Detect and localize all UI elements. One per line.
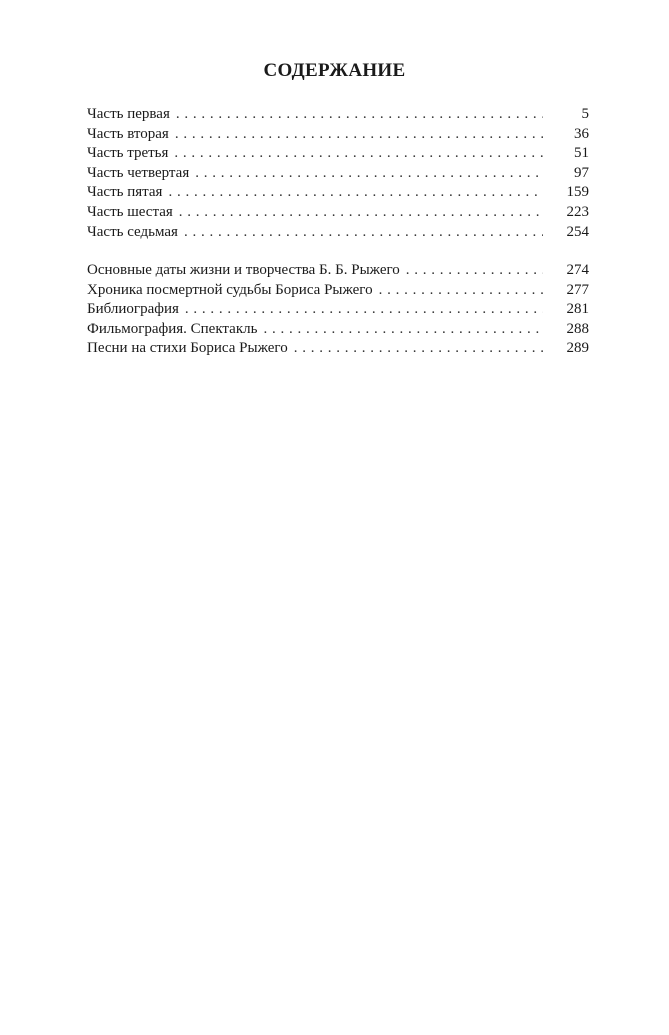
toc-entry[interactable] — [87, 300, 589, 320]
toc-entry-page: 5 — [581, 106, 589, 122]
page-title: СОДЕРЖАНИЕ — [263, 60, 406, 81]
toc-entry-label: Часть первая — [87, 106, 170, 122]
toc-entry[interactable] — [87, 164, 589, 184]
toc-entry-page: 289 — [566, 340, 589, 357]
toc-entry[interactable] — [87, 105, 589, 125]
toc-entry[interactable] — [87, 281, 589, 301]
toc-entry-page: 223 — [566, 203, 589, 220]
toc-leader-dots — [406, 261, 543, 281]
toc-entry[interactable] — [87, 261, 589, 281]
toc-leader-dots — [174, 144, 543, 164]
toc-leader-dots — [294, 339, 543, 359]
toc-entry-page: 274 — [566, 262, 589, 278]
toc-entry-page: 36 — [574, 125, 589, 142]
toc-entry[interactable] — [87, 320, 589, 340]
toc-entry-label: Фильмография. Спектакль — [87, 320, 258, 337]
toc-leader-dots — [263, 320, 543, 340]
toc-entry-page: 254 — [566, 223, 589, 240]
toc-entry[interactable] — [87, 183, 589, 203]
toc-entry[interactable] — [87, 125, 589, 145]
toc-entry-label: Часть третья — [87, 145, 169, 162]
toc-entry-page: 159 — [566, 184, 589, 201]
toc-entry-page: 281 — [566, 301, 589, 318]
toc-appendix-list — [87, 261, 589, 359]
toc-entry-label: Часть седьмая — [87, 223, 178, 240]
toc-entry-label: Хроника посмертной судьбы Бориса Рыжего — [87, 281, 373, 298]
toc-leader-dots — [195, 164, 543, 184]
toc-entry-page: 288 — [566, 320, 589, 337]
toc-leader-dots — [168, 183, 543, 203]
toc-entry-label: Часть шестая — [87, 203, 173, 220]
toc-entry-page: 97 — [574, 164, 589, 181]
toc-leader-dots — [185, 300, 543, 320]
toc-entry-label: Библиография — [87, 301, 179, 318]
toc-entry[interactable] — [87, 339, 589, 359]
toc-leader-dots — [176, 105, 543, 125]
toc-entry-page: 51 — [574, 145, 589, 162]
toc-leader-dots — [175, 125, 543, 145]
toc-entry-label: Часть пятая — [87, 184, 163, 201]
toc-entry[interactable] — [87, 223, 589, 243]
toc-entry[interactable] — [87, 144, 589, 164]
toc-parts-list — [87, 105, 589, 242]
toc-leader-dots — [379, 281, 543, 301]
toc-entry-label: Часть четвертая — [87, 164, 190, 181]
toc-entry-label: Основные даты жизни и творчества Б. Б. Рыжего — [87, 262, 400, 278]
toc-entry-label: Часть вторая — [87, 125, 169, 142]
toc-entry-page: 277 — [566, 281, 589, 298]
toc-entry[interactable] — [87, 203, 589, 223]
toc-entry-label: Песни на стихи Бориса Рыжего — [87, 340, 288, 357]
toc-leader-dots — [179, 203, 543, 223]
toc-leader-dots — [184, 223, 543, 243]
